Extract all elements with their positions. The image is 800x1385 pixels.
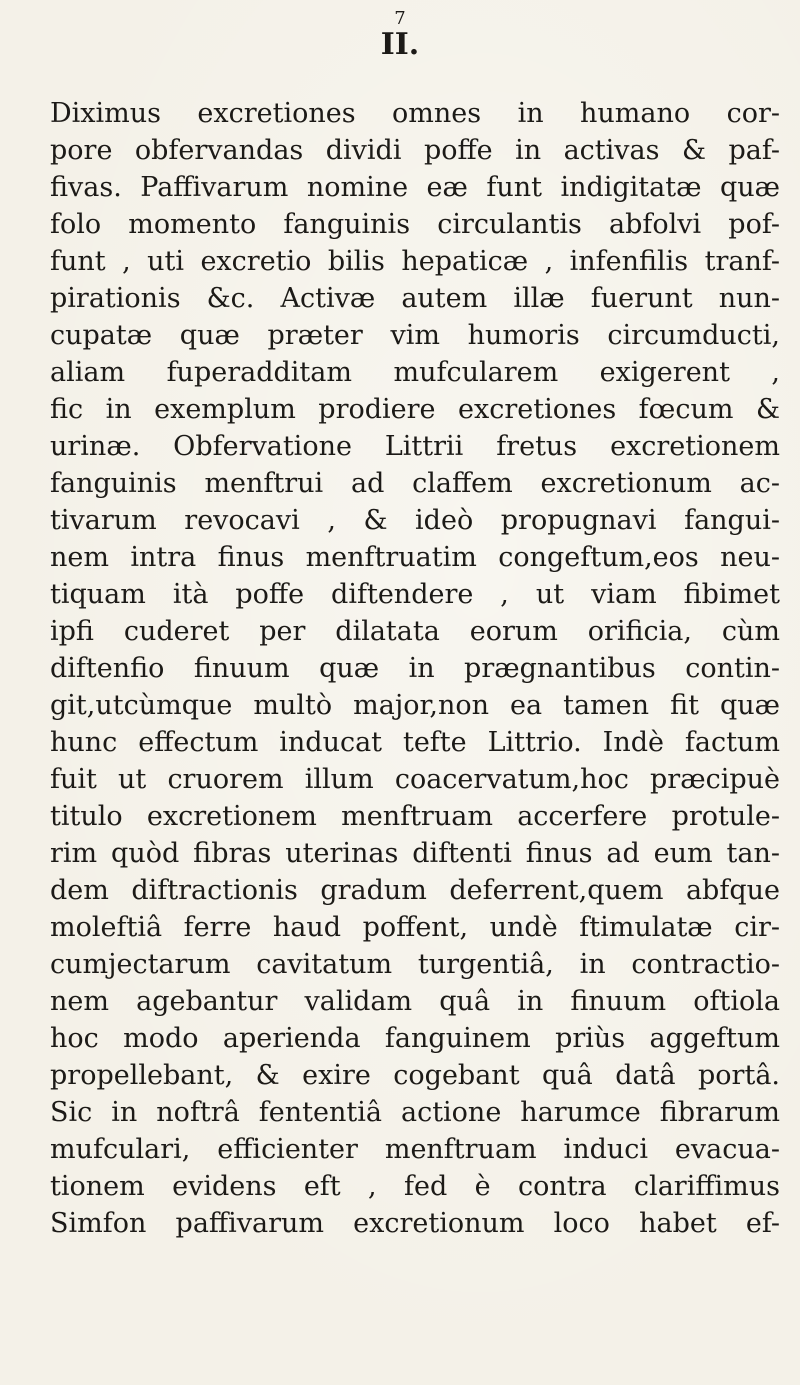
text-line: funt , uti excretio bilis hepaticæ , infenfilis tranf- (50, 246, 780, 277)
text-line: tionem evidens eft , fed è contra clariffimus (50, 1171, 780, 1202)
text-line: titulo excretionem menftruam accerfere protule- (50, 801, 780, 832)
ornament-mark: 7 (394, 8, 406, 29)
section-number: II. (380, 27, 420, 62)
text-line: rim quòd fibras uterinas diftenti finus ad eum tan- (50, 838, 780, 869)
text-line: hoc modo aperienda fanguinem priùs aggeftum (50, 1023, 780, 1054)
text-line: folo momento fanguinis circulantis abfolvi pof- (50, 209, 780, 240)
text-line: Sic in noftrâ fententiâ actione harumce fibrarum (50, 1097, 780, 1128)
text-line: fic in exemplum prodiere excretiones fœcum & (50, 394, 780, 425)
text-line: moleftiâ ferre haud poffent, undè ftimulatæ cir- (50, 912, 780, 943)
text-line: dem diftractionis gradum deferrent,quem abfque (50, 875, 780, 906)
text-line: Diximus excretiones omnes in humano cor- (50, 98, 780, 129)
text-line: Simfon paffivarum excretionum loco habet ef- (50, 1208, 780, 1239)
text-line: aliam fuperadditam mufcularem exigerent , (50, 357, 780, 388)
text-line: ipfi cuderet per dilatata eorum orificia, cùm (50, 616, 780, 647)
page-header (0, 10, 800, 62)
text-line: tivarum revocavi , & ideò propugnavi fangui- (50, 505, 780, 536)
text-line: urinæ. Obfervatione Littrii fretus excretionem (50, 431, 780, 462)
text-line: fivas. Paffivarum nomine eæ funt indigitatæ quæ (50, 172, 780, 203)
text-line: cupatæ quæ præter vim humoris circumducti, (50, 320, 780, 351)
text-line: pore obfervandas dividi poffe in activas & paf- (50, 135, 780, 166)
text-line: git,utcùmque multò major,non ea tamen fit quæ (50, 690, 780, 721)
body-text (50, 95, 780, 1242)
text-line: pirationis &c. Activæ autem illæ fuerunt nun- (50, 283, 780, 314)
text-line: mufculari, efficienter menftruam induci evacua- (50, 1134, 780, 1165)
text-line: nem intra finus menftruatim congeftum,eos neu- (50, 542, 780, 573)
text-line: propellebant, & exire cogebant quâ datâ portâ. (50, 1060, 780, 1091)
text-line: diftenfio finuum quæ in prægnantibus contin- (50, 653, 780, 684)
text-line: nem agebantur validam quâ in finuum oftiola (50, 986, 780, 1017)
text-line: fuit ut cruorem illum coacervatum,hoc præcipuè (50, 764, 780, 795)
text-line: hunc effectum inducat tefte Littrio. Indè factum (50, 727, 780, 758)
text-line: fanguinis menftrui ad claffem excretionum ac- (50, 468, 780, 499)
text-line: cumjectarum cavitatum turgentiâ, in contractio- (50, 949, 780, 980)
text-line: tiquam ità poffe diftendere , ut viam fibimet (50, 579, 780, 610)
